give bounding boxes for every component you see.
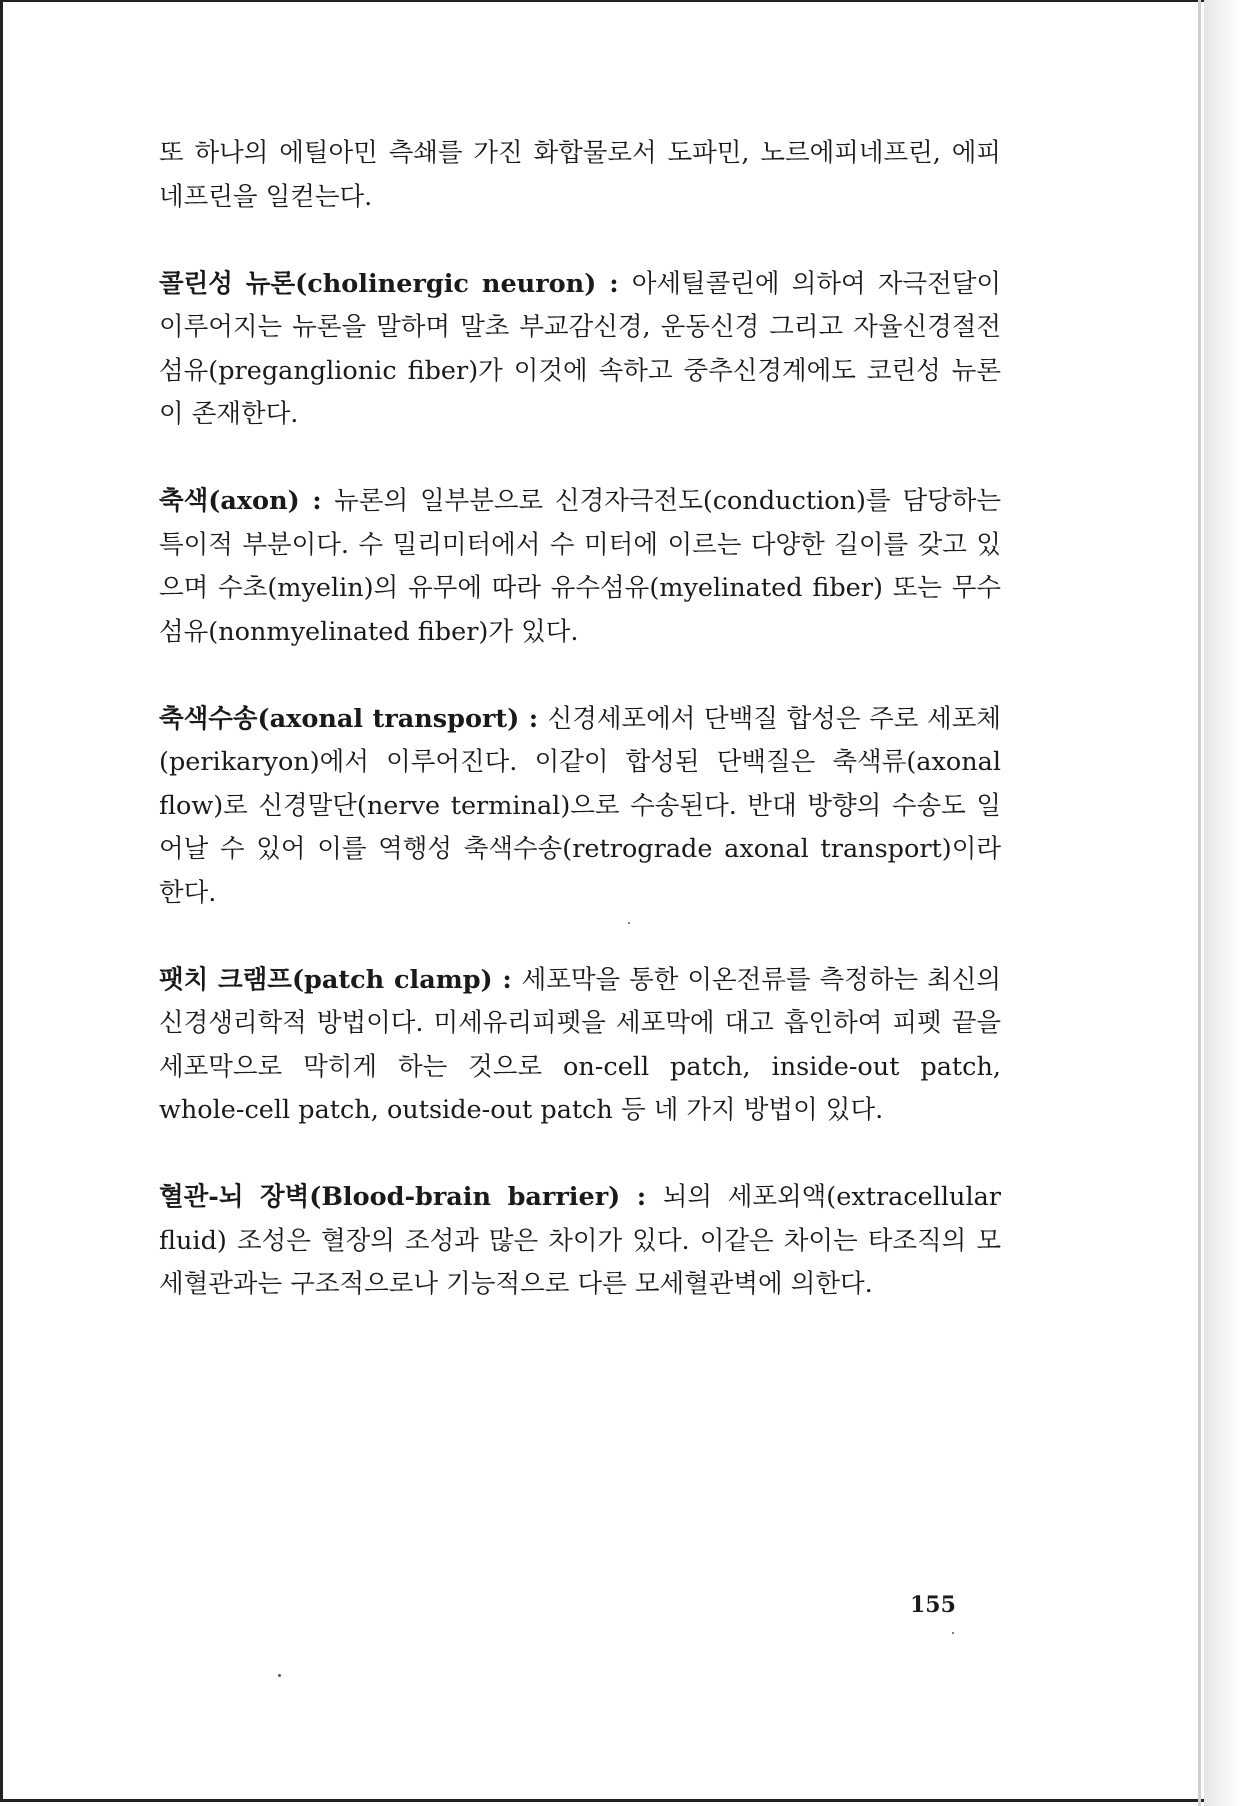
page-number: 155 (910, 1592, 956, 1618)
term-blood-brain-barrier: 혈관-뇌 장벽(Blood-brain barrier) : (159, 1182, 663, 1212)
page-body (159, 132, 1001, 1350)
scan-speck (952, 1632, 954, 1634)
paragraph-cholinergic-neuron (159, 263, 1001, 437)
scan-speck (278, 1674, 281, 1677)
paragraph-axonal-transport (159, 698, 1001, 916)
page-edge (1198, 0, 1201, 1806)
term-cholinergic-neuron: 콜린성 뉴론(cholinergic neuron) : (159, 268, 632, 299)
term-axonal-transport: 축색수송(axonal transport) : (159, 703, 548, 734)
paragraph-patch-clamp (159, 959, 1001, 1133)
paragraph-blood-brain-barrier (159, 1176, 1001, 1307)
scan-speck (628, 922, 630, 924)
paragraph-axon (159, 480, 1001, 654)
definition-axonal-transport: 신경세포에서 단백질 합성은 주로 세포체(perikaryon)에서 이루어진다. 이같이 합성된 단백질은 축색류(axonal flow)로 신경말단(nerve terminal)으로 수송된다. 반대 방향의 수송도 일어날 수 있어 이를 역행성 축색수송(retrograde axonal transport)이라 한다. (159, 703, 1001, 908)
term-patch-clamp: 팻치 크램프(patch clamp) : (159, 964, 522, 995)
page-shadow (1204, 0, 1240, 1806)
term-axon: 축색(axon) : (159, 486, 335, 516)
paragraph-text: 또 하나의 에틸아민 측쇄를 가진 화합물로서 도파민, 노르에피네프린, 에피네프린을 일컫는다. (159, 138, 1001, 212)
definition-cholinergic-neuron: 아세틸콜린에 의하여 자극전달이 이루어지는 뉴론을 말하며 말초 부교감신경, 운동신경 그리고 자율신경절전섬유(preganglionic fiber)가 이것에 속하고 중추신경계에도 코린성 뉴론이 존재한다. (159, 268, 1002, 429)
definition-blood-brain-barrier: 뇌의 세포외액(extracellular fluid) 조성은 혈장의 조성과 많은 차이가 있다. 이같은 차이는 타조직의 모세혈관과는 구조적으로나 기능적으로 다른 모세혈관벽에 의한다. (159, 1182, 1002, 1299)
definition-patch-clamp: 세포막을 통한 이온전류를 측정하는 최신의 신경생리학적 방법이다. 미세유리피펫을 세포막에 대고 흡인하여 피펫 끝을 세포막으로 막히게 하는 것으로 on-cell patch, inside-out patch, whole-cell patch, outside-out patch 등 네 가지 방법이 있다. (159, 964, 1001, 1125)
paragraph-monoamine-continuation (159, 132, 1001, 219)
definition-axon: 뉴론의 일부분으로 신경자극전도(conduction)를 담당하는 특이적 부분이다. 수 밀리미터에서 수 미터에 이르는 다양한 길이를 갖고 있으며 수초(myelin)의 유무에 따라 유수섬유(myelinated fiber) 또는 무수섬유(nonmyelinated fiber)가 있다. (159, 486, 1001, 647)
